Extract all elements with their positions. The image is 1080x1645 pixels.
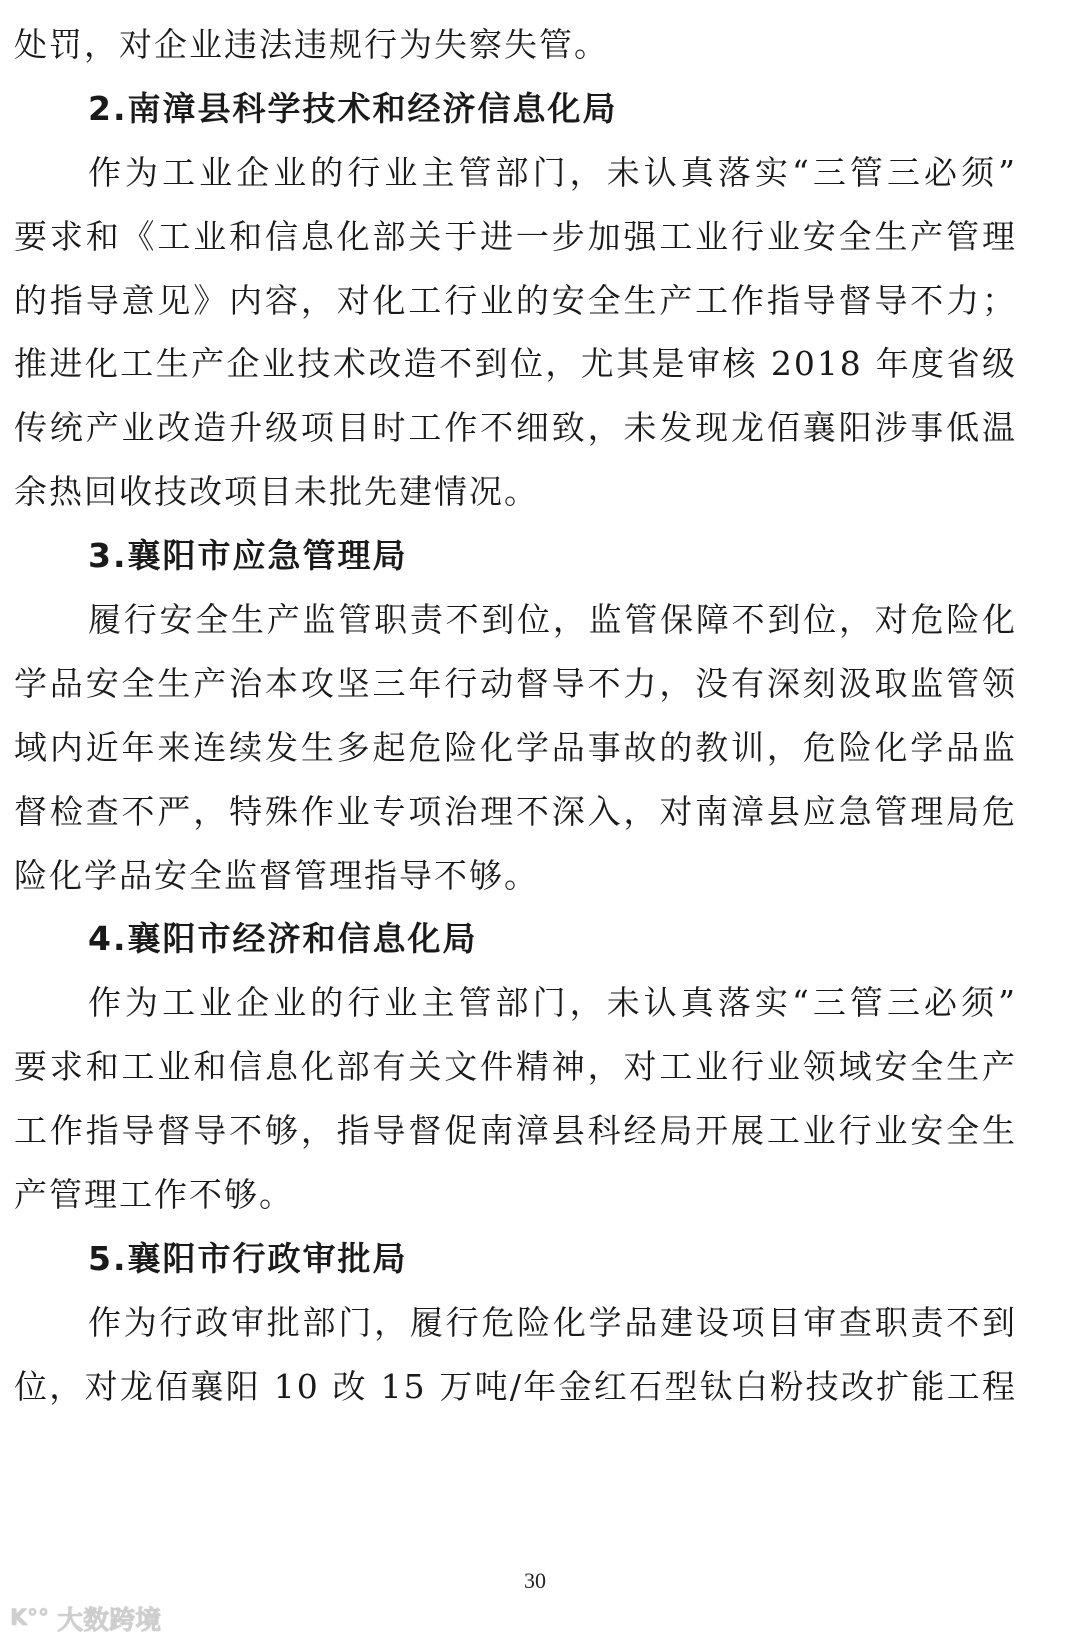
watermark-logo: K°°	[10, 1606, 50, 1631]
paragraph-line: 险化学品安全监督管理指导不够。	[14, 855, 539, 895]
paragraph-line: 域内近年来连续发生多起危险化学品事故的教训，危险化学品监	[14, 727, 1017, 767]
section-heading: 5.襄阳市行政审批局	[88, 1238, 408, 1278]
paragraph-line: 学品安全生产治本攻坚三年行动督导不力，没有深刻汲取监管领	[14, 663, 1017, 703]
paragraph-line: 要求和工业和信息化部有关文件精神，对工业行业领域安全生产	[14, 1047, 1017, 1087]
paragraph-line: 推进化工生产企业技术改造不到位，尤其是审核 2018 年度省级	[14, 344, 1017, 384]
paragraph-line: 余热回收技改项目未批先建情况。	[14, 472, 539, 512]
paragraph-line: 传统产业改造升级项目时工作不细致，未发现龙佰襄阳涉事低温	[14, 408, 1017, 448]
paragraph-line: 履行安全生产监管职责不到位，监管保障不到位，对危险化	[88, 600, 1017, 640]
paragraph-line: 处罚，对企业违法违规行为失察失管。	[14, 25, 609, 64]
paragraph-line: 作为工业企业的行业主管部门，未认真落实“三管三必须”	[88, 152, 1017, 192]
paragraph-line: 的指导意见》内容，对化工行业的安全生产工作指导督导不力；	[14, 280, 1017, 320]
watermark	[10, 1600, 161, 1637]
watermark-text: 大数跨境	[57, 1606, 162, 1636]
document-body	[14, 13, 1017, 1419]
paragraph-line: 作为行政审批部门，履行危险化学品建设项目审查职责不到	[88, 1302, 1017, 1342]
paragraph-line: 工作指导督导不够，指导督促南漳县科经局开展工业行业安全生	[14, 1111, 1017, 1151]
paragraph-line: 督检查不严，特殊作业专项治理不深入，对南漳县应急管理局危	[14, 791, 1017, 831]
paragraph-line: 作为工业企业的行业主管部门，未认真落实“三管三必须”	[88, 983, 1017, 1023]
section-heading: 4.襄阳市经济和信息化局	[88, 919, 478, 959]
section-heading: 3.襄阳市应急管理局	[88, 536, 408, 576]
paragraph-line: 要求和《工业和信息化部关于进一步加强工业行业安全生产管理	[14, 216, 1017, 256]
section-heading: 2.南漳县科学技术和经济信息化局	[88, 88, 618, 128]
paragraph-line: 产管理工作不够。	[14, 1175, 294, 1215]
page-number: 30	[524, 1568, 546, 1593]
paragraph-line: 位，对龙佰襄阳 10 改 15 万吨/年金红石型钛白粉技改扩能工程	[14, 1366, 1017, 1406]
